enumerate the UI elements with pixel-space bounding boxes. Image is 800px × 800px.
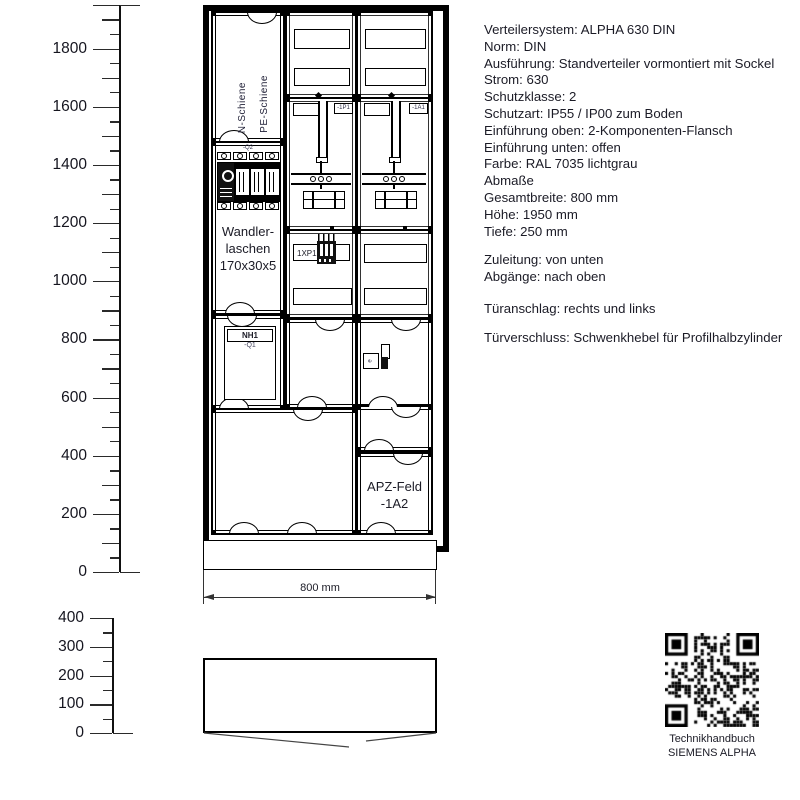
ruler-tick <box>93 514 119 515</box>
panel-corner-mark <box>352 231 355 234</box>
ruler-tick <box>102 78 119 79</box>
panel-corner-mark <box>280 316 283 319</box>
panel-corner-mark <box>213 13 216 16</box>
ruler-tick <box>110 528 119 529</box>
panel-aux-device <box>356 318 433 409</box>
ruler-tick <box>102 136 119 137</box>
ruler-tick <box>110 412 119 413</box>
text-line: Abmaße <box>484 173 534 189</box>
panel-corner-mark <box>352 13 355 16</box>
label-window <box>365 68 426 86</box>
panel-corner-mark <box>213 316 216 319</box>
panel-corner-mark <box>352 404 355 407</box>
ruler-tick-label: 600 <box>61 388 87 406</box>
door-notch <box>229 522 259 535</box>
panel-corner-mark <box>352 94 355 97</box>
panel-corner-mark <box>428 13 431 16</box>
panel-corner-mark <box>352 530 355 533</box>
ruler-tick <box>102 252 119 253</box>
ruler-tick <box>110 557 119 558</box>
ruler-tick <box>110 296 119 297</box>
spec-door-lock: Türverschluss: Schwenkhebel für Profilhalbzylinder <box>484 330 783 345</box>
ruler-tick-extension <box>113 733 133 734</box>
panel-corner-mark <box>428 320 431 323</box>
text-line: Höhe: 1950 mm <box>484 206 578 222</box>
panel-corner-mark <box>428 407 431 410</box>
panel-nh1 <box>211 314 285 410</box>
text-line: Einführung oben: 2-Komponenten-Flansch <box>484 122 733 138</box>
panel-corner-mark <box>358 454 361 457</box>
panel-corner-mark <box>428 447 431 450</box>
wandler-laschen-label <box>213 223 283 274</box>
meter-ref-chip: -1A1 <box>409 103 428 114</box>
ruler-tick <box>93 107 119 108</box>
meter-crossbar <box>291 173 351 185</box>
qr-code <box>665 633 759 727</box>
junction-mark <box>403 226 407 230</box>
ruler-tick-label: 1800 <box>52 39 87 57</box>
spec-block-main <box>484 22 774 240</box>
fuse-module <box>265 162 280 202</box>
ruler-tick <box>93 281 119 282</box>
switch-terminals-bottom <box>217 202 279 210</box>
panel-apz <box>356 452 433 535</box>
label-window <box>293 103 319 116</box>
terminal-comb <box>318 234 335 241</box>
label-window <box>364 244 427 263</box>
width-dimension-text: 800 mm <box>300 582 340 594</box>
panel-corner-mark <box>213 530 216 533</box>
panel-corner-mark <box>213 310 216 313</box>
panel-mid-door <box>285 318 357 409</box>
door-notch <box>315 318 345 331</box>
ruler-tick <box>110 179 119 180</box>
panel-corner-mark <box>287 13 290 16</box>
panel-corner-mark <box>428 226 431 229</box>
fuse-module <box>250 162 265 202</box>
switch-terminals-top <box>217 152 279 160</box>
ruler-tick <box>93 572 119 573</box>
busbar-foot <box>316 157 328 163</box>
panel-corner-mark <box>428 454 431 457</box>
text-line: Farbe: RAL 7035 lichtgrau <box>484 156 638 172</box>
junction-mark <box>330 226 334 230</box>
ruler-tick <box>110 470 119 471</box>
panel-corner-mark <box>352 410 355 413</box>
door-notch <box>391 318 421 331</box>
meter-busbar <box>391 101 401 157</box>
text-line: Tiefe: 250 mm <box>484 223 568 239</box>
panel-right-windows <box>356 229 433 319</box>
ruler-tick <box>110 325 119 326</box>
ruler-tick-label: 1000 <box>52 272 87 290</box>
panel-corner-mark <box>280 405 283 408</box>
ruler-tick <box>93 456 119 457</box>
panel-corner-mark <box>358 94 361 97</box>
ruler-tick <box>102 310 119 311</box>
ruler-tick <box>90 704 112 705</box>
panel-corner-mark <box>358 314 361 317</box>
panel-corner-mark <box>358 407 361 410</box>
din-terminal-device <box>317 241 336 264</box>
text-line: -1A2 <box>380 496 409 511</box>
ruler-tick <box>102 543 119 544</box>
door-notch <box>366 522 396 535</box>
ruler-tick <box>110 150 119 151</box>
ruler-tick <box>102 368 119 369</box>
ruler-tick-label: 1400 <box>52 155 87 173</box>
meter-terminal-block <box>375 191 417 209</box>
ruler-tick-label: 800 <box>61 330 87 348</box>
fuse-module <box>235 162 250 202</box>
panel-corner-mark <box>287 226 290 229</box>
dimension-arrow-left <box>204 594 214 600</box>
text-line: Wandler- <box>221 224 275 239</box>
ruler-tick <box>102 427 119 428</box>
door-notch <box>293 408 323 421</box>
ruler-tick <box>93 165 119 166</box>
apz-feld-label <box>358 478 431 512</box>
label-window <box>364 103 390 116</box>
busbar-foot <box>389 157 401 163</box>
switch-ref-label: -Q2 <box>242 145 253 151</box>
spec-block-supply <box>484 252 606 286</box>
ruler-tick <box>110 441 119 442</box>
n-rail-label: N-Schiene <box>237 81 248 133</box>
dimension-arrow-right <box>426 594 436 600</box>
text-line: Zuleitung: von unten <box>484 252 604 267</box>
text-line: Schutzart: IP55 / IP00 zum Boden <box>484 105 683 121</box>
panel-corner-mark <box>287 314 290 317</box>
text-line: Norm: DIN <box>484 38 547 54</box>
text-line: Einführung unten: offen <box>484 139 621 155</box>
panel-corner-mark <box>280 13 283 16</box>
panel-meter-left <box>285 97 357 231</box>
ruler-tick-extension <box>120 5 140 6</box>
ruler-tick <box>103 719 112 720</box>
label-window <box>294 29 350 49</box>
ruler-tick <box>110 499 119 500</box>
cabinet-sockel <box>203 540 437 570</box>
panel-corner-mark <box>428 314 431 317</box>
panel-corner-mark <box>358 99 361 102</box>
ruler-tick-label: 400 <box>61 446 87 464</box>
panel-switch-wandler <box>211 141 285 315</box>
panel-bottom-large <box>211 408 357 535</box>
ruler-tick <box>102 194 119 195</box>
panel-right-top <box>356 11 433 99</box>
door-notch <box>287 522 317 535</box>
text-line: Abgänge: nach oben <box>484 268 606 284</box>
label-window <box>293 288 352 305</box>
ruler-tick <box>110 354 119 355</box>
meter-busbar <box>318 101 328 157</box>
ruler-tick <box>90 618 112 619</box>
ruler-tick <box>102 485 119 486</box>
text-line: APZ-Feld <box>367 479 422 494</box>
text-line: laschen <box>225 241 271 256</box>
text-line: 170x30x5 <box>219 258 277 273</box>
ruler-tick <box>110 209 119 210</box>
ruler-tick-label: 100 <box>58 695 84 713</box>
door-notch <box>247 11 277 24</box>
nh1-ref-label: -Q1 <box>244 342 256 349</box>
ruler-tick-label: 200 <box>61 504 87 522</box>
ruler-tick <box>93 223 119 224</box>
meter-crossbar <box>362 173 426 185</box>
text-line: Ausführung: Standverteiler vormontiert mit Sockel <box>484 55 775 71</box>
door-notch <box>364 439 394 452</box>
panel-corner-mark <box>280 310 283 313</box>
width-dimension-line <box>204 597 436 598</box>
ruler-tick <box>103 661 112 662</box>
panel-mid-top <box>285 11 357 99</box>
panel-corner-mark <box>358 530 361 533</box>
text-line: Schutzklasse: 2 <box>484 89 577 105</box>
label-window <box>364 288 427 305</box>
ruler-tick <box>90 647 112 648</box>
door-notch <box>393 452 423 465</box>
label-window <box>365 29 426 49</box>
text-line: Strom: 630 <box>484 72 549 88</box>
panel-corner-mark <box>287 404 290 407</box>
panel-corner-mark <box>358 231 361 234</box>
panel-corner-mark <box>287 94 290 97</box>
ruler-axis <box>112 618 114 733</box>
ruler-axis <box>119 5 121 572</box>
ruler-tick <box>110 383 119 384</box>
panel-corner-mark <box>352 320 355 323</box>
panel-corner-mark <box>428 231 431 234</box>
panel-corner-mark <box>358 226 361 229</box>
ruler-tick <box>110 34 119 35</box>
ruler-tick <box>110 92 119 93</box>
aux-device-bottom <box>381 357 388 369</box>
panel-n-pe-rail <box>211 11 285 143</box>
ruler-tick-extension <box>120 572 140 573</box>
text-line: Gesamtbreite: 800 mm <box>484 189 619 205</box>
pe-rail-label: PE-Schiene <box>259 75 270 133</box>
panel-corner-mark <box>428 99 431 102</box>
terminal-ref-label: 1XP1 <box>293 244 350 261</box>
panel-corner-mark <box>287 231 290 234</box>
spec-door-hinge: Türanschlag: rechts und links <box>484 301 656 316</box>
meter-ref-chip: -1P1 <box>334 103 353 114</box>
ruler-tick-label: 0 <box>75 724 84 741</box>
ruler-tick-label: 0 <box>78 563 87 580</box>
ruler-tick <box>110 63 119 64</box>
nh1-label: NH1 <box>227 329 273 342</box>
ruler-tick <box>93 5 119 6</box>
panel-corner-mark <box>213 410 216 413</box>
text-line: Verteilersystem: ALPHA 630 DIN <box>484 22 676 37</box>
ruler-tick <box>93 339 119 340</box>
ruler-tick <box>102 19 119 20</box>
ruler-tick-label: 1600 <box>52 97 87 115</box>
qr-caption <box>645 733 779 760</box>
panel-corner-mark <box>352 226 355 229</box>
ruler-tick <box>110 267 119 268</box>
text-line: Technikhandbuch <box>669 733 755 745</box>
panel-corner-mark <box>213 405 216 408</box>
top-view-fold-lines <box>200 655 440 755</box>
door-notch <box>297 396 327 409</box>
panel-corner-mark <box>428 94 431 97</box>
panel-meter-right <box>356 97 433 231</box>
panel-corner-mark <box>358 447 361 450</box>
door-notch <box>391 405 421 418</box>
switch-handle-module <box>217 162 235 202</box>
panel-corner-mark <box>287 320 290 323</box>
ruler-tick <box>110 121 119 122</box>
panel-terminal-1xp1 <box>285 229 357 319</box>
panel-corner-mark <box>352 99 355 102</box>
panel-corner-mark <box>213 138 216 141</box>
ruler-tick-label: 300 <box>58 637 84 655</box>
ruler-tick <box>90 676 112 677</box>
ruler-tick-label: 200 <box>58 666 84 684</box>
panel-corner-mark <box>280 138 283 141</box>
panel-corner-mark <box>358 320 361 323</box>
ruler-tick <box>93 398 119 399</box>
ruler-tick <box>93 49 119 50</box>
panel-small-door <box>356 405 433 452</box>
panel-corner-mark <box>287 99 290 102</box>
panel-corner-mark <box>358 13 361 16</box>
ruler-tick-label: 1200 <box>52 214 87 232</box>
ruler-tick <box>103 690 112 691</box>
ruler-tick-label: 400 <box>58 609 84 626</box>
ruler-tick <box>103 632 112 633</box>
ruler-tick <box>110 238 119 239</box>
ruler-tick <box>90 733 112 734</box>
panel-corner-mark <box>352 314 355 317</box>
nh1-fuse-box <box>224 326 276 400</box>
socket-symbol: e <box>363 353 379 369</box>
meter-terminal-block <box>303 191 345 209</box>
panel-corner-mark <box>428 530 431 533</box>
label-window <box>294 68 350 86</box>
text-line: SIEMENS ALPHA <box>667 746 757 759</box>
